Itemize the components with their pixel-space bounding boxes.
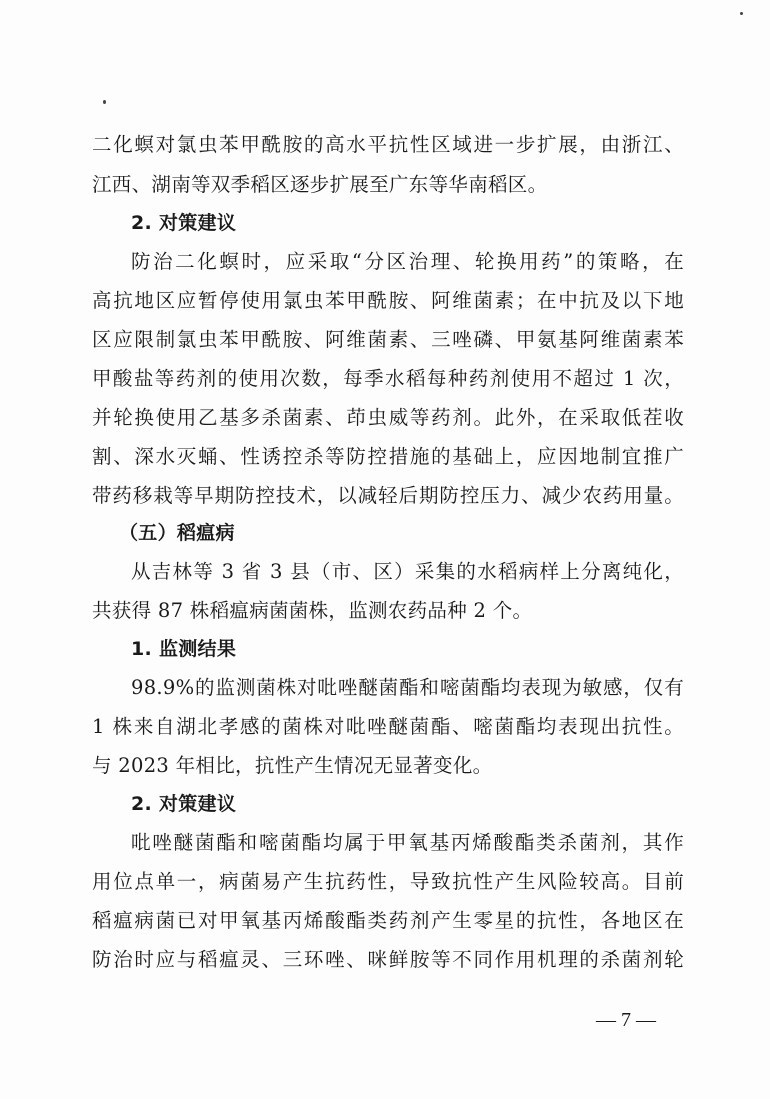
section-heading-countermeasures: 2. 对策建议: [131, 212, 237, 234]
paragraph-line: 与 2023 年相比，抗性产生情况无显著变化。: [92, 754, 493, 777]
scan-speck-left: [103, 100, 106, 104]
page-number: — 7 —: [596, 1009, 656, 1031]
paragraph-line: 甲酸盐等药剂的使用次数，每季水稻每种药剂使用不超过 1 次，: [92, 367, 684, 390]
paragraph-line: 1 株来自湖北孝感的菌株对吡唑醚菌酯、嘧菌酯均表现出抗性。: [92, 715, 684, 738]
section-heading-rice-blast: （五）稻瘟病: [119, 522, 235, 544]
paragraph-line: 带药移栽等早期防控技术，以减轻后期防控压力、减少农药用量。: [92, 484, 684, 507]
paragraph-line: 区应限制氯虫苯甲酰胺、阿维菌素、三唑磷、甲氨基阿维菌素苯: [92, 328, 684, 351]
paragraph-line: 吡唑醚菌酯和嘧菌酯均属于甲氧基丙烯酸酯类杀菌剂，其作: [131, 831, 684, 854]
scan-speck-top-right: [740, 12, 743, 15]
paragraph-line: 高抗地区应暂停使用氯虫苯甲酰胺、阿维菌素；在中抗及以下地: [92, 289, 684, 312]
paragraph-line: 稻瘟病菌已对甲氧基丙烯酸酯类药剂产生零星的抗性，各地区在: [92, 909, 684, 932]
paragraph-line: 割、深水灭蛹、性诱控杀等防控措施的基础上，应因地制宜推广: [92, 445, 684, 468]
section-heading-countermeasures: 2. 对策建议: [131, 793, 237, 815]
paragraph-line: 二化螟对氯虫苯甲酰胺的高水平抗性区域进一步扩展，由浙江、: [92, 133, 684, 156]
paragraph-line: 用位点单一，病菌易产生抗药性，导致抗性产生风险较高。目前: [92, 870, 684, 893]
paragraph-line: 防治二化螟时，应采取“分区治理、轮换用药”的策略，在: [131, 250, 684, 273]
paragraph-line: 共获得 87 株稻瘟病菌菌株，监测农药品种 2 个。: [92, 599, 533, 622]
section-heading-monitoring-results: 1. 监测结果: [131, 638, 237, 660]
paragraph-line: 江西、湖南等双季稻区逐步扩展至广东等华南稻区。: [92, 173, 548, 196]
paragraph-line: 并轮换使用乙基多杀菌素、茚虫威等药剂。此外，在采取低茬收: [92, 406, 684, 429]
paragraph-line: 从吉林等 3 省 3 县（市、区）采集的水稻病样上分离纯化，: [131, 560, 684, 583]
paragraph-line: 防治时应与稻瘟灵、三环唑、咪鲜胺等不同作用机理的杀菌剂轮: [92, 948, 684, 971]
paragraph-line: 98.9%的监测菌株对吡唑醚菌酯和嘧菌酯均表现为敏感，仅有: [131, 676, 684, 699]
